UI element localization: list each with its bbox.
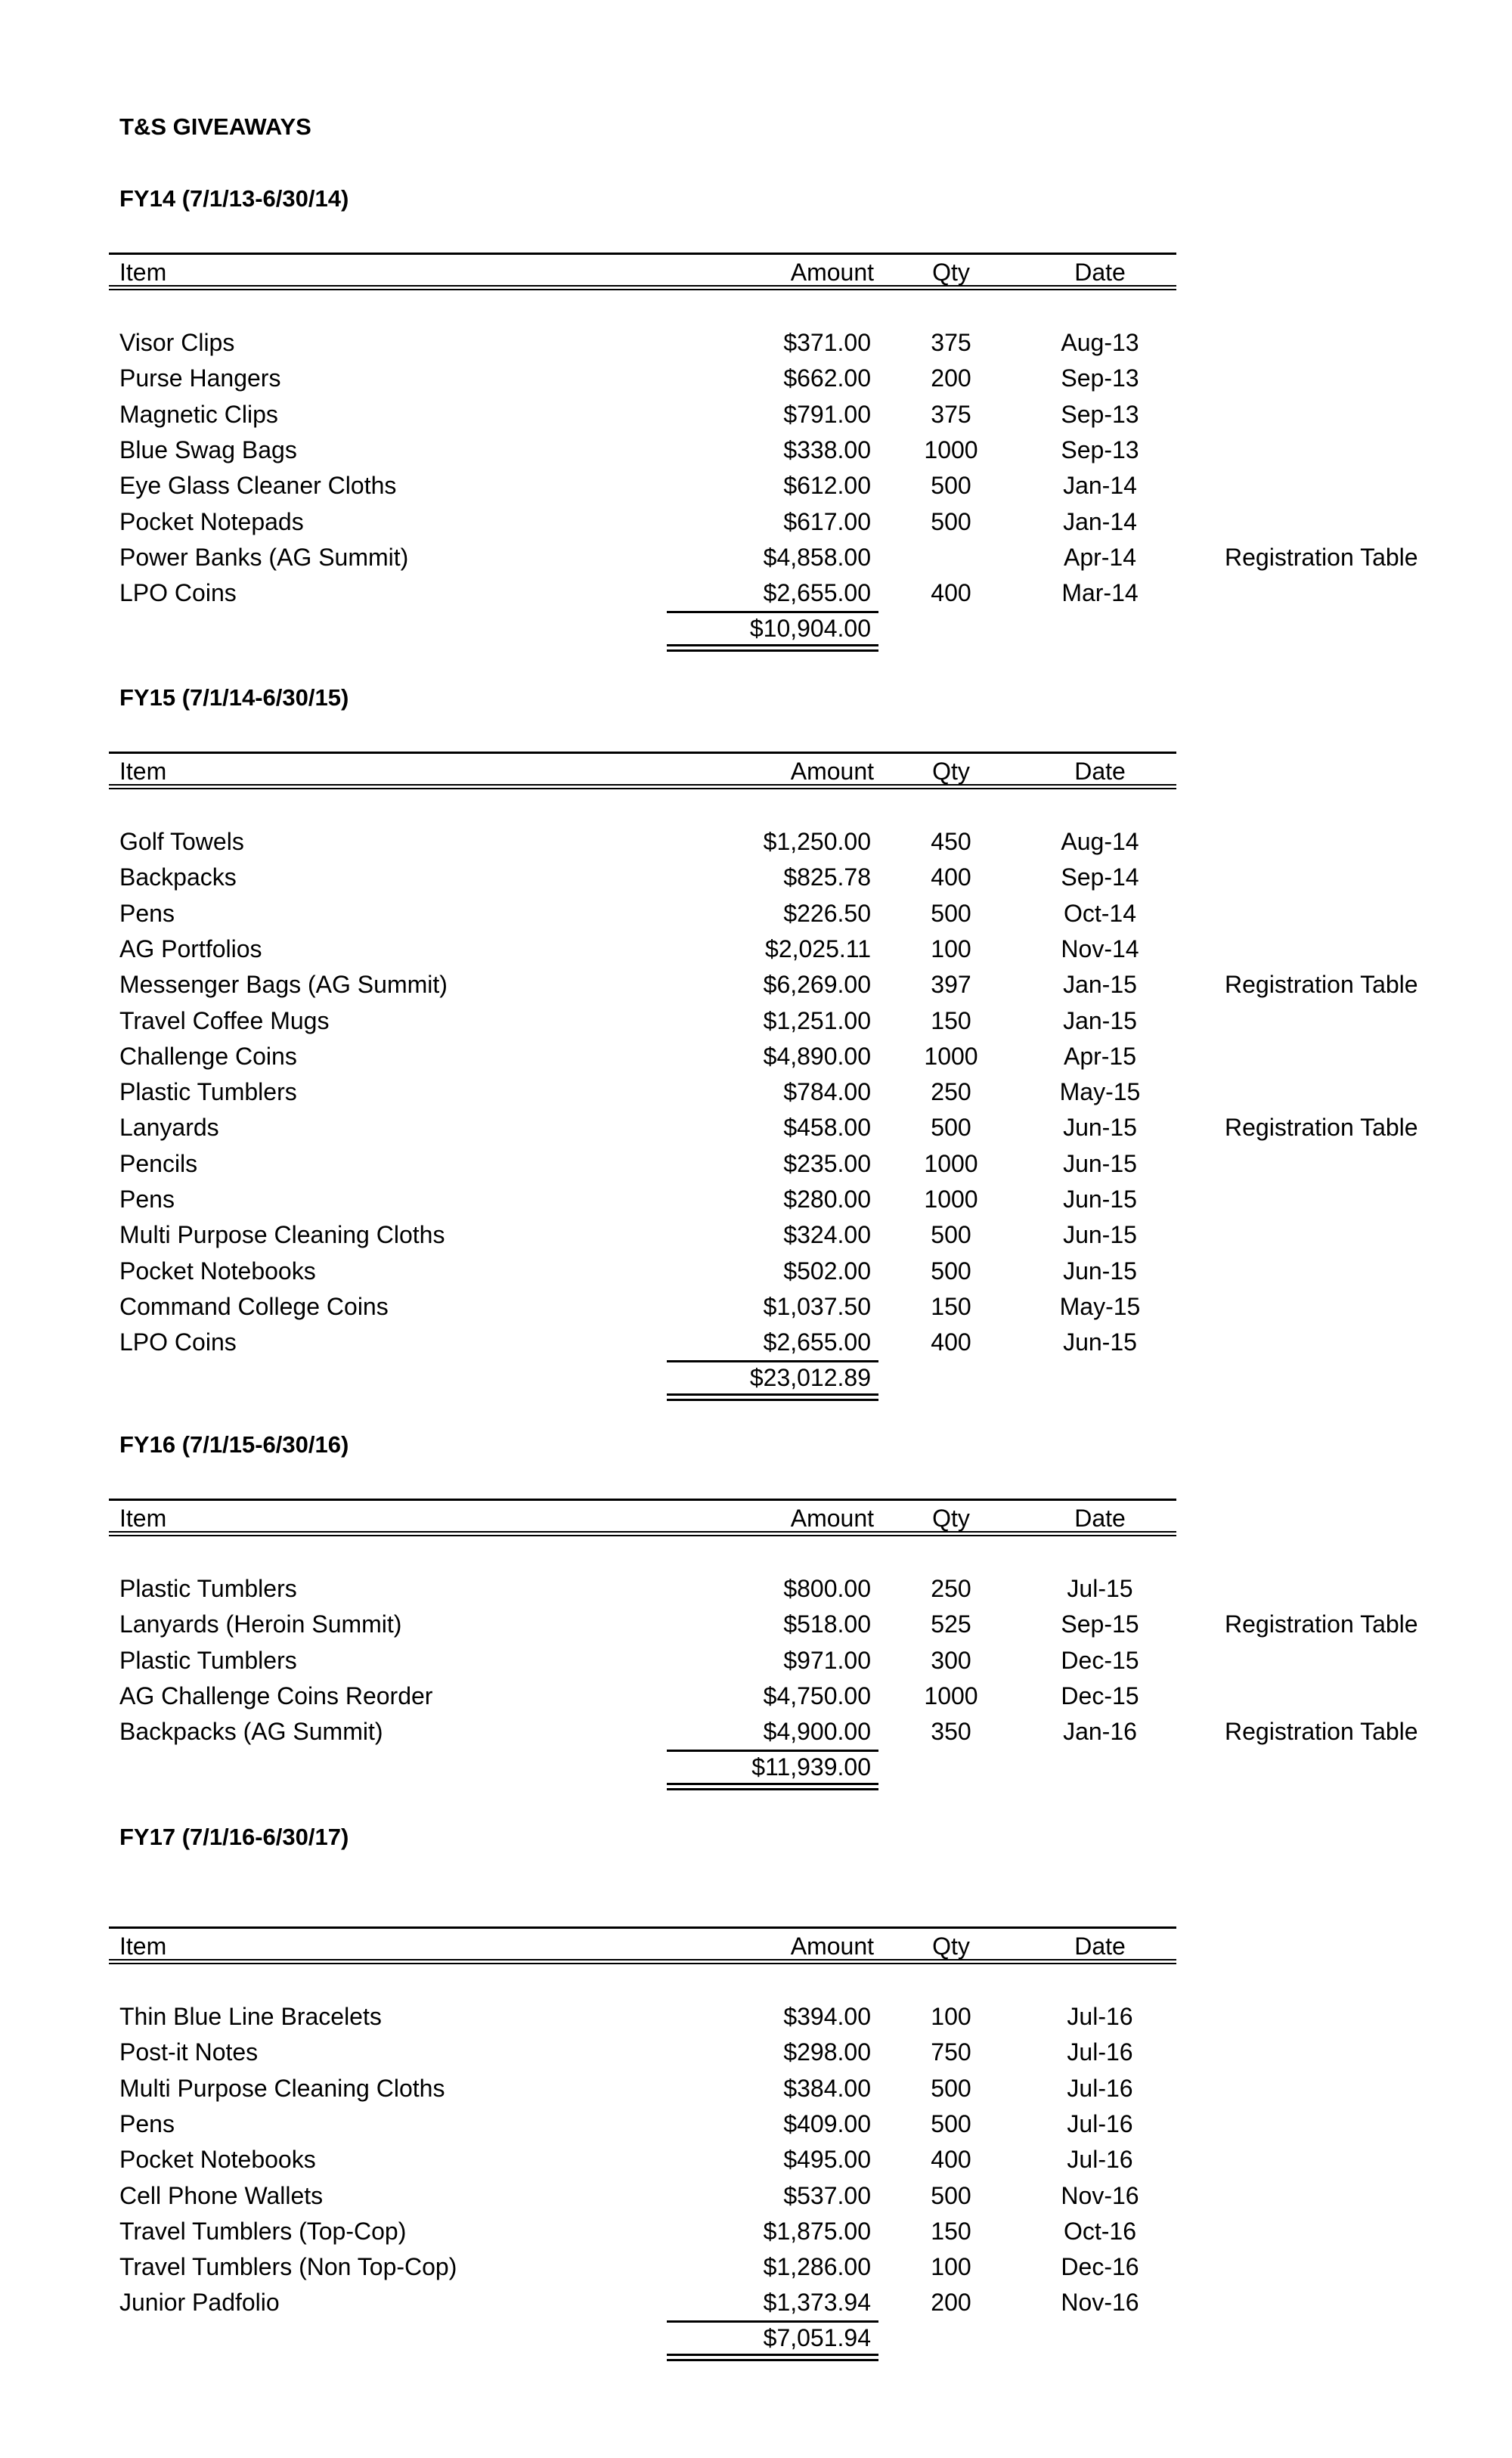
- section-title: FY16 (7/1/15-6/30/16): [119, 1431, 349, 1458]
- section-title: FY17 (7/1/16-6/30/17): [119, 1824, 349, 1850]
- row-amount: $4,858.00: [763, 544, 871, 571]
- row-qty: 200: [931, 364, 971, 392]
- row-qty: 1000: [924, 1682, 978, 1709]
- row-amount: $226.50: [783, 900, 871, 927]
- row-qty: 150: [931, 1007, 971, 1034]
- total-double-rule: [667, 2354, 878, 2361]
- row-item: Golf Towels: [119, 828, 244, 855]
- row-date: Jan-15: [1063, 971, 1137, 998]
- row-qty: 500: [931, 2110, 971, 2137]
- row-date: Sep-13: [1061, 436, 1139, 463]
- row-date: Dec-16: [1061, 2253, 1139, 2280]
- total-double-rule: [667, 1393, 878, 1401]
- row-amount: $298.00: [783, 2038, 871, 2066]
- row-amount: $4,890.00: [763, 1043, 871, 1070]
- section-title: FY14 (7/1/13-6/30/14): [119, 185, 349, 212]
- column-header-date: Date: [1074, 1505, 1126, 1532]
- row-date: Mar-14: [1061, 579, 1139, 606]
- row-amount: $324.00: [783, 1221, 871, 1248]
- row-item: Pens: [119, 2110, 175, 2137]
- row-item: Pocket Notebooks: [119, 2146, 316, 2173]
- row-qty: 1000: [924, 1043, 978, 1070]
- row-qty: 750: [931, 2038, 971, 2066]
- row-date: Jun-15: [1063, 1186, 1137, 1213]
- row-qty: 400: [931, 2146, 971, 2173]
- row-amount: $537.00: [783, 2182, 871, 2209]
- row-date: Jun-15: [1063, 1257, 1137, 1285]
- row-amount: $338.00: [783, 436, 871, 463]
- row-amount: $394.00: [783, 2003, 871, 2030]
- row-item: Power Banks (AG Summit): [119, 544, 409, 571]
- section-total: $11,939.00: [751, 1753, 871, 1781]
- row-qty: 500: [931, 508, 971, 535]
- row-note: Registration Table: [1225, 1114, 1418, 1141]
- row-item: Lanyards: [119, 1114, 219, 1141]
- row-qty: 300: [931, 1647, 971, 1674]
- row-date: Apr-14: [1063, 544, 1137, 571]
- row-amount: $1,250.00: [763, 828, 871, 855]
- table-header: [109, 253, 1176, 290]
- row-date: Jun-15: [1063, 1328, 1137, 1356]
- row-item: Command College Coins: [119, 1293, 389, 1320]
- row-amount: $662.00: [783, 364, 871, 392]
- row-item: Travel Tumblers (Top-Cop): [119, 2218, 407, 2245]
- row-amount: $384.00: [783, 2075, 871, 2102]
- column-header-date: Date: [1074, 1933, 1126, 1960]
- row-qty: 500: [931, 1221, 971, 1248]
- row-qty: 500: [931, 472, 971, 499]
- row-item: LPO Coins: [119, 1328, 237, 1356]
- row-date: Jul-15: [1067, 1575, 1133, 1602]
- row-item: Plastic Tumblers: [119, 1575, 297, 1602]
- row-amount: $971.00: [783, 1647, 871, 1674]
- row-date: May-15: [1059, 1078, 1141, 1105]
- row-date: Jul-16: [1067, 2003, 1133, 2030]
- row-amount: $1,373.94: [763, 2289, 871, 2316]
- column-header-amount: Amount: [790, 758, 874, 785]
- total-double-rule: [667, 644, 878, 652]
- row-amount: $458.00: [783, 1114, 871, 1141]
- row-item: Travel Coffee Mugs: [119, 1007, 330, 1034]
- row-item: Challenge Coins: [119, 1043, 297, 1070]
- row-amount: $2,655.00: [763, 579, 871, 606]
- row-item: Pens: [119, 1186, 175, 1213]
- row-amount: $235.00: [783, 1150, 871, 1177]
- row-item: Pocket Notepads: [119, 508, 304, 535]
- column-header-qty: Qty: [932, 758, 970, 785]
- section-total: $10,904.00: [749, 615, 871, 642]
- row-item: Pocket Notebooks: [119, 1257, 316, 1285]
- row-amount: $825.78: [783, 863, 871, 891]
- row-date: Dec-15: [1061, 1647, 1139, 1674]
- row-qty: 1000: [924, 1150, 978, 1177]
- row-amount: $2,025.11: [765, 935, 871, 962]
- row-amount: $280.00: [783, 1186, 871, 1213]
- row-date: Sep-14: [1061, 863, 1139, 891]
- row-qty: 250: [931, 1078, 971, 1105]
- row-date: Aug-14: [1061, 828, 1139, 855]
- row-amount: $1,286.00: [763, 2253, 871, 2280]
- row-note: Registration Table: [1225, 544, 1418, 571]
- row-date: Jun-15: [1063, 1150, 1137, 1177]
- row-date: Jul-16: [1067, 2075, 1133, 2102]
- row-note: Registration Table: [1225, 1610, 1418, 1638]
- row-amount: $784.00: [783, 1078, 871, 1105]
- row-item: Multi Purpose Cleaning Cloths: [119, 2075, 445, 2102]
- row-date: Nov-16: [1061, 2289, 1139, 2316]
- row-qty: 350: [931, 1718, 971, 1745]
- row-qty: 400: [931, 1328, 971, 1356]
- row-qty: 1000: [924, 1186, 978, 1213]
- column-header-qty: Qty: [932, 1505, 970, 1532]
- row-item: Messenger Bags (AG Summit): [119, 971, 448, 998]
- row-date: Sep-13: [1061, 364, 1139, 392]
- column-header-item: Item: [119, 758, 167, 785]
- row-qty: 500: [931, 2075, 971, 2102]
- table-header: [109, 1926, 1176, 1964]
- total-double-rule: [667, 1783, 878, 1790]
- row-item: Backpacks (AG Summit): [119, 1718, 383, 1745]
- row-date: Jul-16: [1067, 2110, 1133, 2137]
- row-amount: $4,900.00: [763, 1718, 871, 1745]
- row-qty: 400: [931, 579, 971, 606]
- row-amount: $495.00: [783, 2146, 871, 2173]
- row-amount: $371.00: [783, 329, 871, 356]
- row-amount: $1,037.50: [763, 1293, 871, 1320]
- row-amount: $518.00: [783, 1610, 871, 1638]
- row-item: Magnetic Clips: [119, 401, 278, 428]
- column-header-date: Date: [1074, 758, 1126, 785]
- row-amount: $800.00: [783, 1575, 871, 1602]
- row-date: Jan-14: [1063, 472, 1137, 499]
- row-amount: $791.00: [783, 401, 871, 428]
- row-date: Nov-14: [1061, 935, 1139, 962]
- column-header-item: Item: [119, 1505, 167, 1532]
- table-header: [109, 752, 1176, 789]
- row-item: Junior Padfolio: [119, 2289, 280, 2316]
- row-date: Jan-15: [1063, 1007, 1137, 1034]
- row-item: Cell Phone Wallets: [119, 2182, 324, 2209]
- row-amount: $502.00: [783, 1257, 871, 1285]
- row-qty: 450: [931, 828, 971, 855]
- column-header-date: Date: [1074, 259, 1126, 286]
- row-amount: $612.00: [783, 472, 871, 499]
- row-amount: $2,655.00: [763, 1328, 871, 1356]
- row-amount: $1,875.00: [763, 2218, 871, 2245]
- column-header-item: Item: [119, 1933, 167, 1960]
- row-item: Backpacks: [119, 863, 237, 891]
- row-qty: 525: [931, 1610, 971, 1638]
- section-total: $7,051.94: [763, 2324, 871, 2351]
- row-item: Travel Tumblers (Non Top-Cop): [119, 2253, 457, 2280]
- row-date: Jan-14: [1063, 508, 1137, 535]
- row-amount: $4,750.00: [763, 1682, 871, 1709]
- row-qty: 250: [931, 1575, 971, 1602]
- row-item: LPO Coins: [119, 579, 237, 606]
- table-header: [109, 1499, 1176, 1536]
- column-header-amount: Amount: [790, 1933, 874, 1960]
- row-item: Multi Purpose Cleaning Cloths: [119, 1221, 445, 1248]
- row-qty: 375: [931, 329, 971, 356]
- row-date: Jan-16: [1063, 1718, 1137, 1745]
- column-header-qty: Qty: [932, 1933, 970, 1960]
- row-qty: 100: [931, 2003, 971, 2030]
- row-item: Post-it Notes: [119, 2038, 259, 2066]
- column-header-amount: Amount: [790, 259, 874, 286]
- row-date: Jun-15: [1063, 1221, 1137, 1248]
- row-item: Visor Clips: [119, 329, 235, 356]
- row-qty: 375: [931, 401, 971, 428]
- row-qty: 200: [931, 2289, 971, 2316]
- row-qty: 500: [931, 900, 971, 927]
- row-item: AG Challenge Coins Reorder: [119, 1682, 433, 1709]
- row-item: Purse Hangers: [119, 364, 281, 392]
- row-item: Blue Swag Bags: [119, 436, 297, 463]
- row-item: AG Portfolios: [119, 935, 262, 962]
- row-qty: 100: [931, 935, 971, 962]
- row-date: Oct-14: [1063, 900, 1137, 927]
- row-item: Plastic Tumblers: [119, 1078, 297, 1105]
- row-qty: 500: [931, 2182, 971, 2209]
- row-qty: 150: [931, 2218, 971, 2245]
- section-title: FY15 (7/1/14-6/30/15): [119, 684, 349, 711]
- row-date: Jul-16: [1067, 2146, 1133, 2173]
- row-amount: $617.00: [783, 508, 871, 535]
- row-item: Plastic Tumblers: [119, 1647, 297, 1674]
- row-item: Pencils: [119, 1150, 198, 1177]
- row-qty: 500: [931, 1114, 971, 1141]
- row-date: Oct-16: [1063, 2218, 1137, 2245]
- row-qty: 500: [931, 1257, 971, 1285]
- section-total: $23,012.89: [749, 1364, 871, 1391]
- row-date: Nov-16: [1061, 2182, 1139, 2209]
- row-date: May-15: [1059, 1293, 1141, 1320]
- row-date: Jul-16: [1067, 2038, 1133, 2066]
- row-date: Sep-15: [1061, 1610, 1139, 1638]
- row-item: Eye Glass Cleaner Cloths: [119, 472, 397, 499]
- row-note: Registration Table: [1225, 1718, 1418, 1745]
- row-item: Pens: [119, 900, 175, 927]
- row-date: Sep-13: [1061, 401, 1139, 428]
- row-amount: $409.00: [783, 2110, 871, 2137]
- column-header-item: Item: [119, 259, 167, 286]
- column-header-qty: Qty: [932, 259, 970, 286]
- row-date: Aug-13: [1061, 329, 1139, 356]
- row-amount: $6,269.00: [763, 971, 871, 998]
- row-qty: 1000: [924, 436, 978, 463]
- row-qty: 400: [931, 863, 971, 891]
- row-item: Thin Blue Line Bracelets: [119, 2003, 382, 2030]
- row-date: Dec-15: [1061, 1682, 1139, 1709]
- column-header-amount: Amount: [790, 1505, 874, 1532]
- row-item: Lanyards (Heroin Summit): [119, 1610, 402, 1638]
- row-qty: 397: [931, 971, 971, 998]
- row-date: Jun-15: [1063, 1114, 1137, 1141]
- row-qty: 150: [931, 1293, 971, 1320]
- document-title: T&S GIVEAWAYS: [119, 113, 311, 140]
- row-date: Apr-15: [1063, 1043, 1137, 1070]
- row-amount: $1,251.00: [763, 1007, 871, 1034]
- row-note: Registration Table: [1225, 971, 1418, 998]
- row-qty: 100: [931, 2253, 971, 2280]
